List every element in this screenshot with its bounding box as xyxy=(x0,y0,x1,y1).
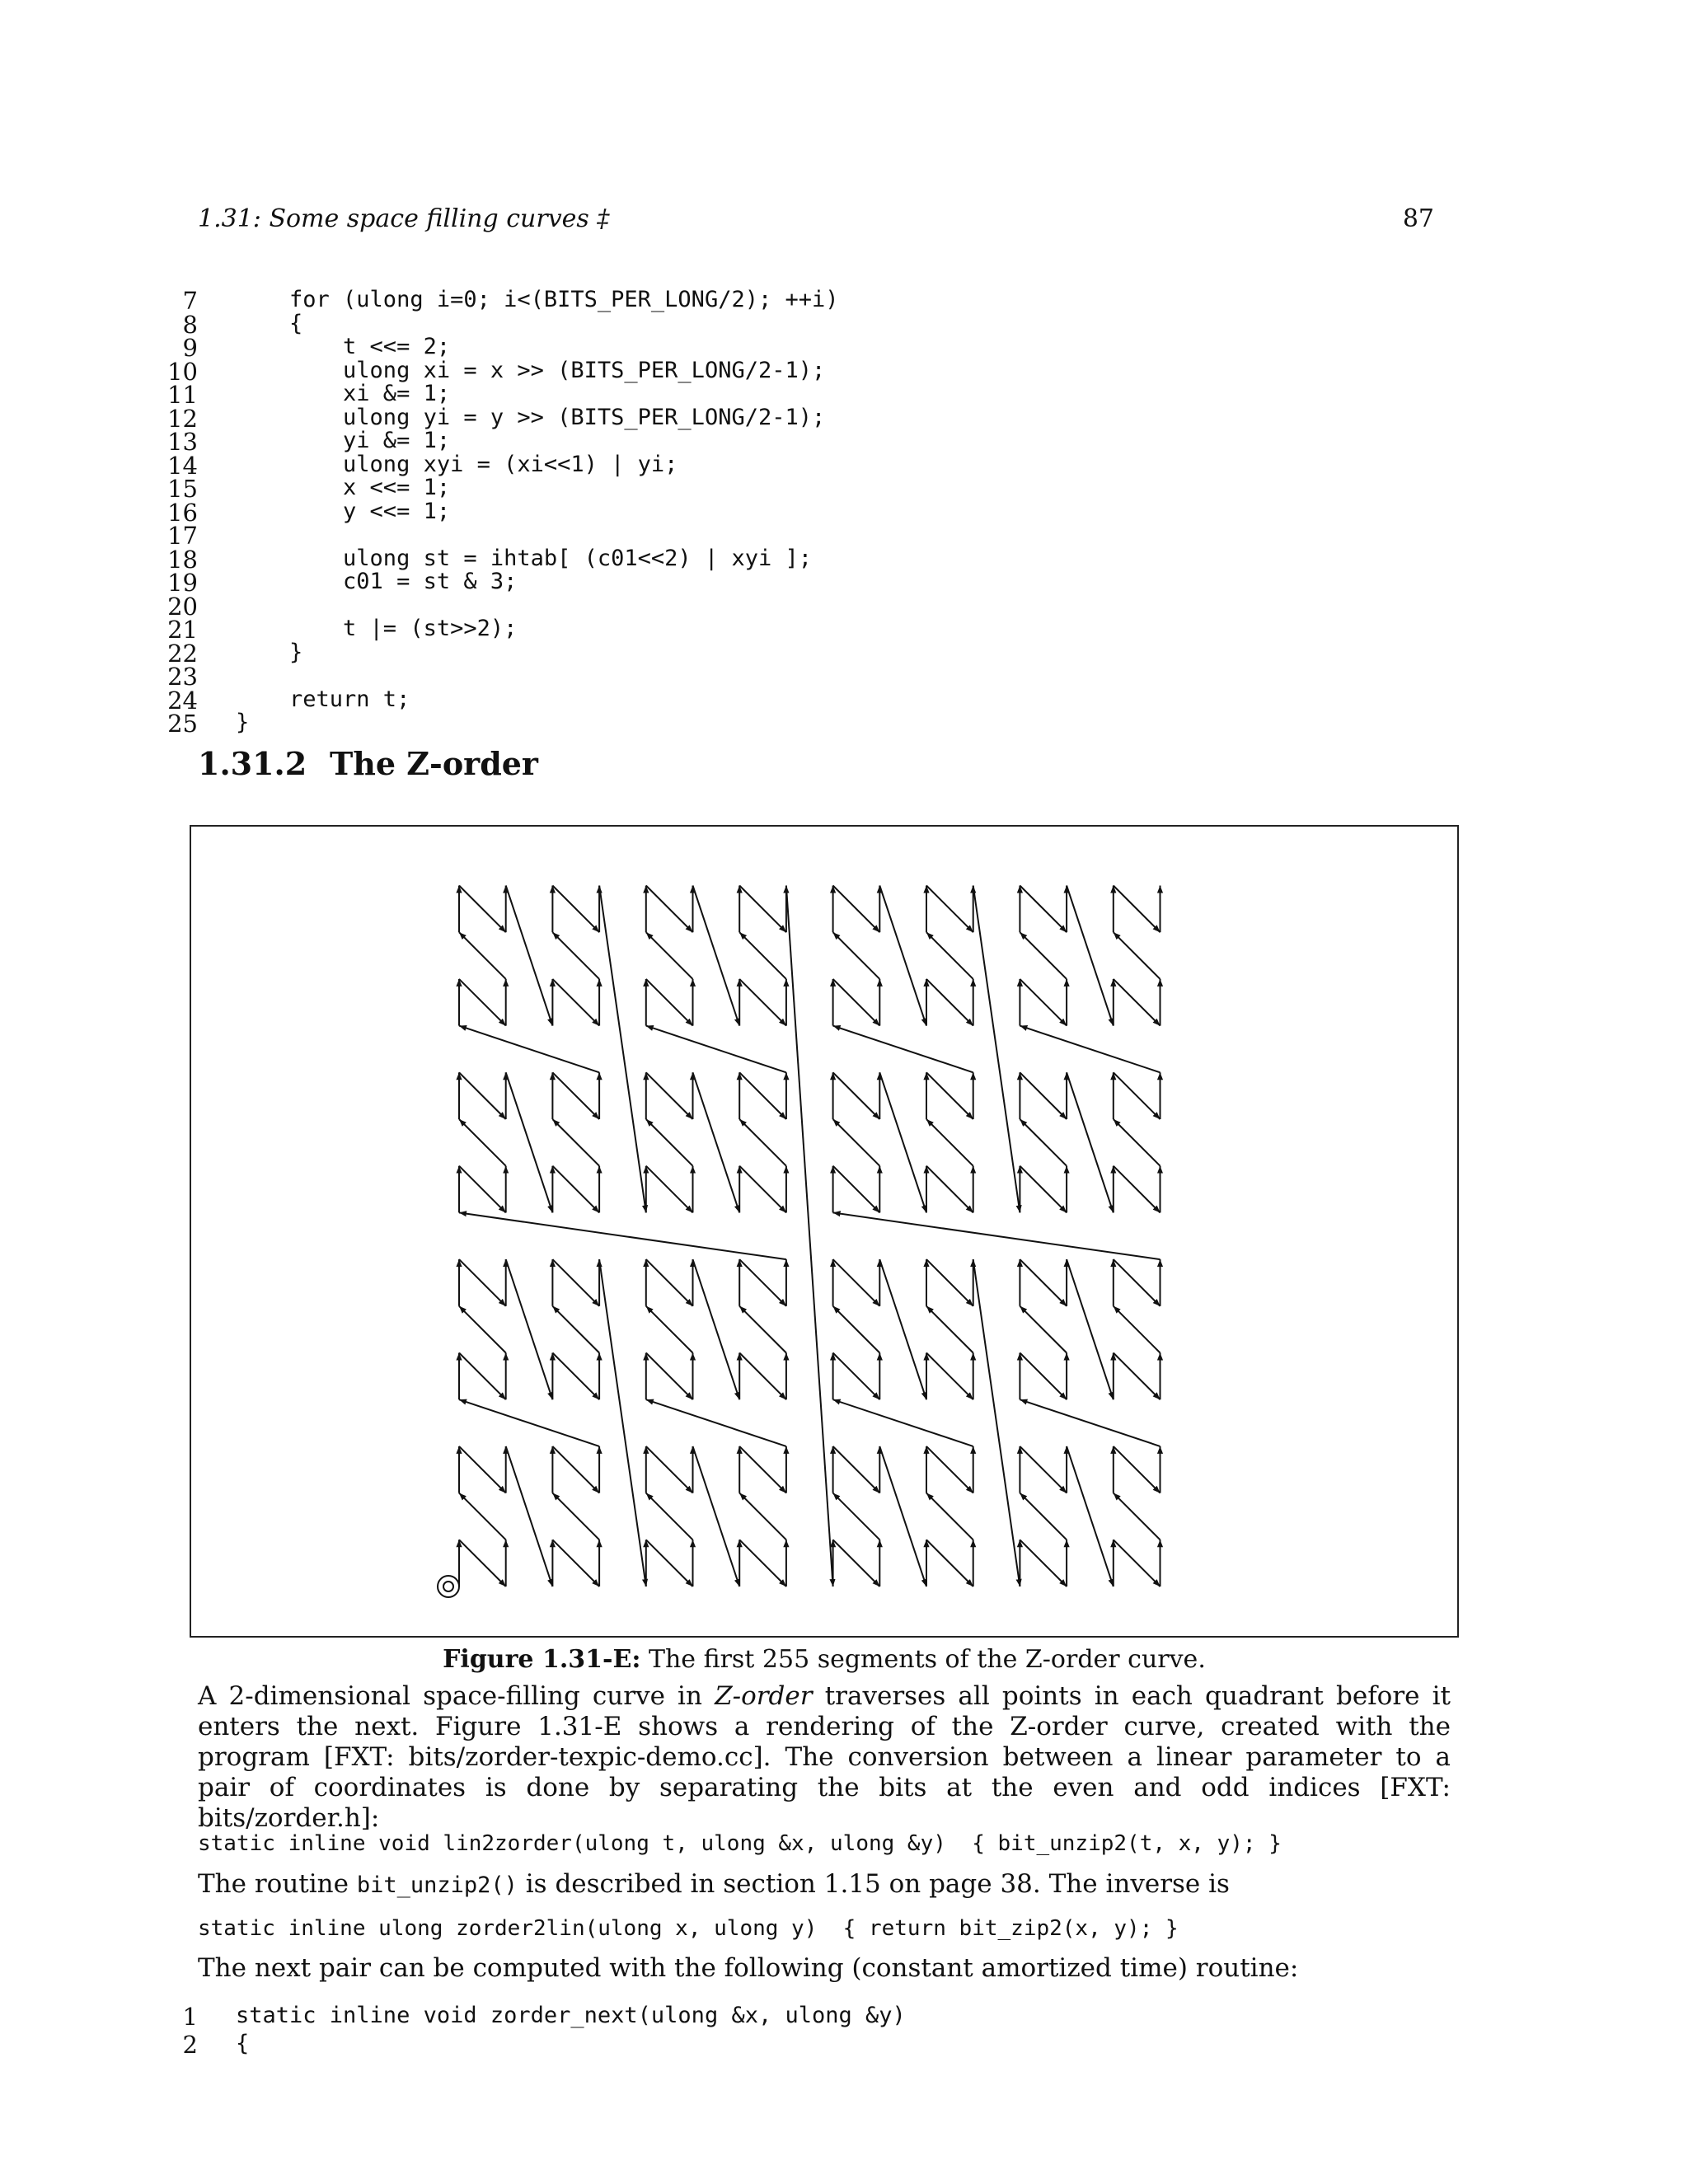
curve-segment xyxy=(739,979,786,1026)
curve-segment xyxy=(739,1166,786,1213)
curve-segment xyxy=(459,886,506,933)
code-text: t |= (st>>2); xyxy=(236,616,518,641)
code-text: t <<= 2; xyxy=(236,334,451,359)
paragraph1-emphasis: Z-order xyxy=(715,1681,813,1711)
paragraph-bit-unzip xyxy=(198,1869,1451,1900)
curve-segment xyxy=(646,1026,786,1073)
curve-segment xyxy=(646,1540,693,1586)
curve-segment xyxy=(879,886,926,1026)
curve-segment xyxy=(1067,1259,1114,1399)
curve-segment xyxy=(926,1259,973,1306)
code-zorder2lin: static inline ulong zorder2lin(ulong x, ulong y) { return bit_zip2(x, y); } xyxy=(198,1916,1179,1941)
curve-segment xyxy=(739,1306,786,1353)
curve-segment xyxy=(599,886,646,1213)
code-text: ulong st = ihtab[ (c01<<2) | xyi ]; xyxy=(236,545,812,571)
curve-segment xyxy=(833,1072,880,1119)
curve-segment xyxy=(459,1493,506,1540)
curve-segment xyxy=(739,1119,786,1166)
curve-segment xyxy=(646,1259,693,1306)
curve-segment xyxy=(1067,1446,1114,1586)
paragraph2-code: bit_unzip2() xyxy=(356,1872,518,1898)
curve-segment xyxy=(552,1353,599,1400)
line-number: 19 xyxy=(167,569,198,597)
curve-segment xyxy=(926,1540,973,1586)
curve-segment xyxy=(459,1259,506,1306)
curve-segment xyxy=(879,1072,926,1212)
curve-segment xyxy=(1114,1119,1160,1166)
curve-segment xyxy=(926,1166,973,1213)
code-text: c01 = st & 3; xyxy=(236,569,518,594)
curve-segment xyxy=(1114,1259,1160,1306)
curve-segments xyxy=(459,886,1160,1587)
line-number: 17 xyxy=(167,522,198,550)
curve-segment xyxy=(973,1259,1020,1586)
curve-segment xyxy=(1114,886,1160,933)
curve-segment xyxy=(1020,932,1067,979)
curve-segment xyxy=(552,979,599,1026)
code-text: return t; xyxy=(236,686,410,712)
curve-segment xyxy=(833,1166,880,1213)
curve-segment xyxy=(1020,1399,1160,1446)
curve-segment xyxy=(1020,1119,1067,1166)
line-number: 14 xyxy=(167,451,198,480)
curve-segment xyxy=(693,1072,740,1212)
curve-segment xyxy=(739,932,786,979)
curve-segment xyxy=(552,1119,599,1166)
curve-segment xyxy=(926,1493,973,1540)
z-order-curve-figure xyxy=(191,827,1457,1636)
curve-segment xyxy=(1020,979,1067,1026)
code-text: x <<= 1; xyxy=(236,475,451,500)
curve-segment xyxy=(506,886,553,1026)
curve-segment xyxy=(1114,979,1160,1026)
paragraph2-text-end: is described in section 1.15 on page 38. The inverse is xyxy=(517,1869,1230,1899)
curve-segment xyxy=(786,886,833,1587)
curve-segment xyxy=(459,1072,506,1119)
curve-segment xyxy=(1114,1446,1160,1493)
curve-segment xyxy=(646,1493,693,1540)
curve-segment xyxy=(1114,1306,1160,1353)
line-number: 23 xyxy=(167,663,198,691)
curve-segment xyxy=(693,886,740,1026)
curve-segment xyxy=(646,1353,693,1400)
running-header xyxy=(198,204,1434,233)
curve-segment xyxy=(833,1446,880,1493)
line-number: 16 xyxy=(167,498,198,527)
line-number: 9 xyxy=(182,334,198,362)
curve-segment xyxy=(459,979,506,1026)
curve-segment xyxy=(552,932,599,979)
curve-segment xyxy=(926,886,973,933)
curve-segment xyxy=(1020,1026,1160,1073)
line-number: 10 xyxy=(167,357,198,386)
curve-segment xyxy=(459,1166,506,1213)
line-number: 2 xyxy=(182,2031,198,2059)
curve-segment xyxy=(459,1446,506,1493)
curve-segment xyxy=(833,1540,880,1586)
figure-frame xyxy=(190,825,1459,1638)
curve-segment xyxy=(833,1399,973,1446)
curve-segment xyxy=(459,1212,786,1259)
line-number: 7 xyxy=(182,287,198,315)
line-number: 21 xyxy=(167,616,198,644)
line-number: 8 xyxy=(182,310,198,339)
curve-segment xyxy=(926,1446,973,1493)
curve-segment xyxy=(459,1026,599,1073)
curve-segment xyxy=(739,1540,786,1586)
curve-segment xyxy=(552,1446,599,1493)
curve-segment xyxy=(833,1493,880,1540)
curve-segment xyxy=(739,1259,786,1306)
curve-segment xyxy=(693,1259,740,1399)
running-title: 1.31: Some space filling curves ‡ xyxy=(198,204,610,233)
curve-segment xyxy=(926,1306,973,1353)
code-text: { xyxy=(236,2031,250,2056)
curve-segment xyxy=(646,979,693,1026)
curve-segment xyxy=(1020,1306,1067,1353)
curve-segment xyxy=(1020,886,1067,933)
figure-caption xyxy=(198,1645,1451,1674)
code-text: } xyxy=(236,710,250,735)
curve-segment xyxy=(833,979,880,1026)
start-point-icon xyxy=(438,1576,459,1597)
curve-segment xyxy=(1114,1493,1160,1540)
curve-segment xyxy=(833,1212,1160,1259)
curve-segment xyxy=(1114,1072,1160,1119)
curve-segment xyxy=(506,1259,553,1399)
curve-segment xyxy=(552,1072,599,1119)
curve-segment xyxy=(552,886,599,933)
curve-segment xyxy=(1020,1166,1067,1213)
line-number: 20 xyxy=(167,592,198,621)
curve-segment xyxy=(552,1306,599,1353)
code-text: ulong yi = y >> (BITS_PER_LONG/2-1); xyxy=(236,404,826,430)
section-title: The Z-order xyxy=(330,745,538,782)
curve-segment xyxy=(833,932,880,979)
curve-segment xyxy=(833,1259,880,1306)
line-number: 22 xyxy=(167,639,198,668)
curve-segment xyxy=(459,1540,506,1586)
curve-segment xyxy=(552,1540,599,1586)
figure-caption-text: The first 255 segments of the Z-order curve. xyxy=(640,1645,1206,1674)
curve-segment xyxy=(1114,1166,1160,1213)
code-text: xi &= 1; xyxy=(236,381,451,406)
curve-segment xyxy=(459,1306,506,1353)
curve-segment xyxy=(973,886,1020,1213)
curve-segment xyxy=(459,1353,506,1400)
curve-segment xyxy=(459,1119,506,1166)
curve-segment xyxy=(833,1353,880,1400)
curve-segment xyxy=(552,1259,599,1306)
curve-segment xyxy=(1114,1540,1160,1586)
curve-segment xyxy=(646,1306,693,1353)
curve-segment xyxy=(646,1166,693,1213)
curve-segment xyxy=(459,1399,599,1446)
code-text: ulong xyi = (xi<<1) | yi; xyxy=(236,451,678,477)
curve-segment xyxy=(1020,1072,1067,1119)
curve-segment xyxy=(926,1353,973,1400)
paragraph1-text-start: A 2-dimensional space-filling curve in xyxy=(198,1681,715,1711)
curve-segment xyxy=(506,1446,553,1586)
paragraph-zorder-intro xyxy=(198,1681,1451,1834)
curve-segment xyxy=(693,1446,740,1586)
curve-segment xyxy=(879,1259,926,1399)
curve-segment xyxy=(1020,1259,1067,1306)
line-number: 1 xyxy=(182,2003,198,2031)
line-number: 25 xyxy=(167,710,198,738)
curve-segment xyxy=(1114,932,1160,979)
paragraph1-text-end: traverses all points in each quadrant before it enters the next. Figure 1.31-E shows a rendering of the Z-order curve, created with the program [FXT: bits/zorder-texpic-demo.cc]. The conversion between a linear parameter to a pair of coordinates is done by separating the bits at the even and odd indices [FXT: bits/zorder.h]: xyxy=(198,1681,1451,1833)
curve-segment xyxy=(1020,1493,1067,1540)
curve-segment xyxy=(739,1446,786,1493)
curve-segment xyxy=(833,1026,973,1073)
page-number: 87 xyxy=(1402,204,1434,233)
code-text: y <<= 1; xyxy=(236,498,451,524)
curve-segment xyxy=(926,979,973,1026)
code-text: } xyxy=(236,639,303,665)
section-heading xyxy=(198,745,538,782)
curve-segment xyxy=(739,1353,786,1400)
curve-segment xyxy=(833,1306,880,1353)
curve-segment xyxy=(739,1072,786,1119)
line-number: 12 xyxy=(167,404,198,433)
figure-label: Figure 1.31-E: xyxy=(443,1645,641,1674)
curve-segment xyxy=(552,1493,599,1540)
line-number: 24 xyxy=(167,686,198,715)
code-text: static inline void zorder_next(ulong &x, ulong &y) xyxy=(236,2003,906,2028)
curve-segment xyxy=(739,886,786,933)
curve-segment xyxy=(1114,1353,1160,1400)
curve-segment xyxy=(599,1259,646,1586)
line-number: 11 xyxy=(167,381,198,409)
curve-segment xyxy=(879,1446,926,1586)
section-number: 1.31.2 xyxy=(198,745,307,782)
curve-segment xyxy=(1020,1540,1067,1586)
code-text: ulong xi = x >> (BITS_PER_LONG/2-1); xyxy=(236,357,826,383)
line-number: 15 xyxy=(167,475,198,503)
curve-segment xyxy=(739,1493,786,1540)
curve-segment xyxy=(1020,1353,1067,1400)
curve-segment xyxy=(506,1072,553,1212)
line-number: 13 xyxy=(167,428,198,456)
paragraph-next-pair: The next pair can be computed with the following (constant amortized time) routine: xyxy=(198,1953,1299,1983)
curve-segment xyxy=(926,1072,973,1119)
curve-segment xyxy=(646,886,693,933)
curve-segment xyxy=(926,1119,973,1166)
curve-segment xyxy=(552,1166,599,1213)
curve-segment xyxy=(646,1399,786,1446)
code-text: { xyxy=(236,310,303,336)
paragraph2-text-start: The routine xyxy=(198,1869,357,1899)
code-text: yi &= 1; xyxy=(236,428,451,453)
curve-segment xyxy=(1067,1072,1114,1212)
curve-segment xyxy=(926,932,973,979)
curve-segment xyxy=(646,1119,693,1166)
curve-segment xyxy=(646,932,693,979)
code-text: for (ulong i=0; i<(BITS_PER_LONG/2); ++i) xyxy=(236,287,839,312)
curve-segment xyxy=(646,1072,693,1119)
curve-segment xyxy=(833,886,880,933)
curve-segment xyxy=(646,1446,693,1493)
curve-segment xyxy=(1067,886,1114,1026)
line-number: 18 xyxy=(167,545,198,574)
code-lin2zorder: static inline void lin2zorder(ulong t, ulong &x, ulong &y) { bit_unzip2(t, x, y); } xyxy=(198,1831,1282,1856)
curve-segment xyxy=(459,932,506,979)
curve-segment xyxy=(1020,1446,1067,1493)
curve-segment xyxy=(833,1119,880,1166)
